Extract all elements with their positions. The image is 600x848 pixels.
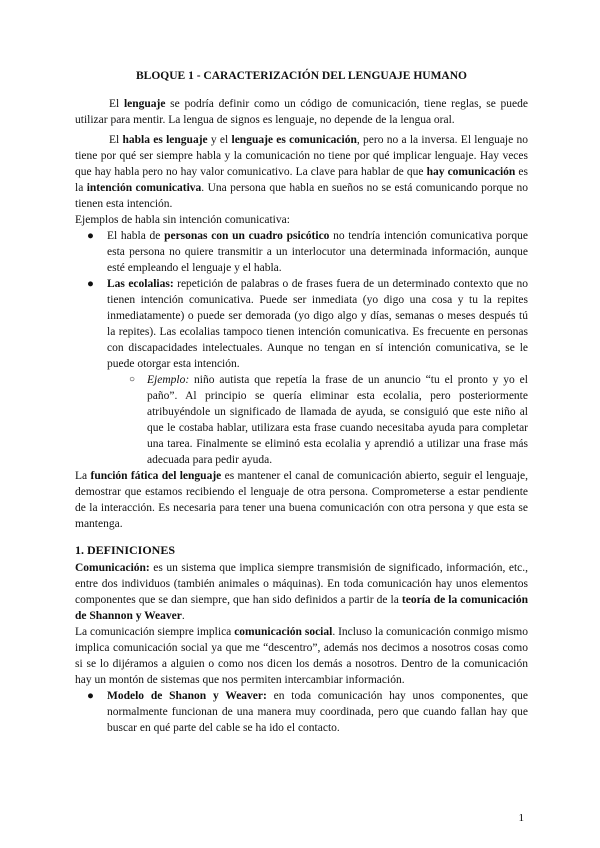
sub-list-item <box>129 372 528 468</box>
sub-list <box>107 372 528 468</box>
bold-term: teoría de la comunicación de Shannon y Weaver <box>75 594 528 622</box>
paragraph-comunicacion-social <box>75 624 528 688</box>
page-number: 1 <box>518 812 524 824</box>
bold-term: Comunicación: <box>75 562 150 574</box>
bold-term: intención comunicativa <box>86 182 202 194</box>
model-list <box>75 688 528 736</box>
text: repetición de palabras o de frases fuera de un determinado contexto que no tienen intención comunicativa. Puede ser inmediata (yo digo una cosa y tu la repites inmediatamente) o puede ser demorada (yo digo algo y días, semanas o meses después tú la repites). Las ecolalias tampoco tienen intención comunicativa. Es frecuente en personas con discapacidades intelectuales. Aunque no tengan en sí intención comunicativa, se le puede otorgar esta intención. <box>107 278 528 370</box>
bullet-icon: ● <box>87 278 94 290</box>
circle-bullet-icon: ○ <box>129 374 136 385</box>
list-item <box>87 228 528 276</box>
list-item <box>87 276 528 468</box>
paragraph-comunicacion <box>75 560 528 624</box>
bold-term: hay comunicación <box>426 166 516 178</box>
examples-list <box>75 228 528 468</box>
text: . Incluso la comunicación conmigo mismo implica comunicación social ya que me “descentro”, además nos decimos a nosotros cosas como si se lo dijéramos a alguien o como nos dicen los demás a nosotros. Dentro de la comunicación hay un montón de sistemas que nos permiten intercambiar información. <box>75 626 528 686</box>
bold-term: lenguaje <box>123 98 166 110</box>
section-heading: 1. DEFINICIONES <box>75 543 176 557</box>
text: La <box>75 470 91 482</box>
bullet-icon: ● <box>87 690 94 702</box>
paragraph-funcion-fatica <box>75 468 528 532</box>
text: niño autista que repetía la frase de un anuncio “tu el pronto y yo el paño”. Al principio se quería eliminar esta ecolalia, pero posteriormente atribuyéndole un significado de llamada de ayuda, se consiguió que este niño al que le costaba hablar, utilizara esta frase cuando necesitaba ayuda para completar una tarea. Finalmente se eliminó esta ecolalia y aprendió a utilizar una frase más adecuada para pedir ayuda. <box>147 374 528 466</box>
bold-term: Las ecolalias: <box>107 278 174 290</box>
paragraph-habla <box>75 132 528 212</box>
examples-intro: Ejemplos de habla sin intención comunicativa: <box>75 214 290 226</box>
text: no tendría intención comunicativa porque esta persona no quiere transmitir a un interlocutor una determinada información, aunque esté empleando el lenguaje y el habla. <box>107 230 528 274</box>
bold-term: habla es lenguaje <box>122 134 208 146</box>
paragraph-lenguaje <box>75 96 528 128</box>
text: se podría definir como un código de comunicación, tiene reglas, se puede utilizar para mentir. La lengua de signos es lenguaje, no depende de la lengua oral. <box>75 98 528 126</box>
bold-term: Modelo de Shanon y Weaver: <box>107 690 267 702</box>
text: . Una persona que habla en sueños no se está comunicando porque no tienen esta intención. <box>75 182 528 210</box>
text: El <box>109 98 124 110</box>
bold-term: función fática del lenguaje <box>90 470 222 482</box>
text: en toda comunicación hay unos componentes, que normalmente funcionan de una manera muy coordinada, pero que cuando fallan hay que buscar en qué parte del cable se ha ido el contacto. <box>107 690 528 734</box>
text: . <box>181 610 185 622</box>
document-page <box>75 68 528 736</box>
bold-term: personas con un cuadro psicótico <box>164 230 330 242</box>
bold-term: lenguaje es comunicación <box>231 134 357 146</box>
text: El <box>109 134 123 146</box>
italic-term: Ejemplo: <box>147 374 190 386</box>
text: y el <box>207 134 232 146</box>
bullet-icon: ● <box>87 230 94 242</box>
page-title: BLOQUE 1 - CARACTERIZACIÓN DEL LENGUAJE HUMANO <box>136 70 467 82</box>
text: La comunicación siempre implica <box>75 626 235 638</box>
text: El habla de <box>107 230 165 242</box>
text: es mantener el canal de comunicación abierto, seguir el lenguaje, demostrar que estamos recibiendo el lenguaje de otra persona. Comprometerse a estar pendiente de la interacción. Es necesaria para tener una buena comunicación con otra persona y que esta se mantenga. <box>75 470 529 530</box>
text: , pero no a la inversa. El lenguaje no tiene por qué ser siempre habla y la comunicación no tiene por qué implicar lenguaje. Hay veces que hay habla pero no hay valor comunicativo. La clave para hablar de que <box>75 134 528 178</box>
text: es la <box>75 166 528 194</box>
bold-term: comunicación social <box>234 626 333 638</box>
list-item <box>87 688 528 736</box>
text: es un sistema que implica siempre transmisión de significado, información, etc., entre dos individuos (también animales o máquinas). En toda comunicación hay unos elementos componentes que se dan siempre, que han sido definidos a partir de la <box>75 562 528 606</box>
